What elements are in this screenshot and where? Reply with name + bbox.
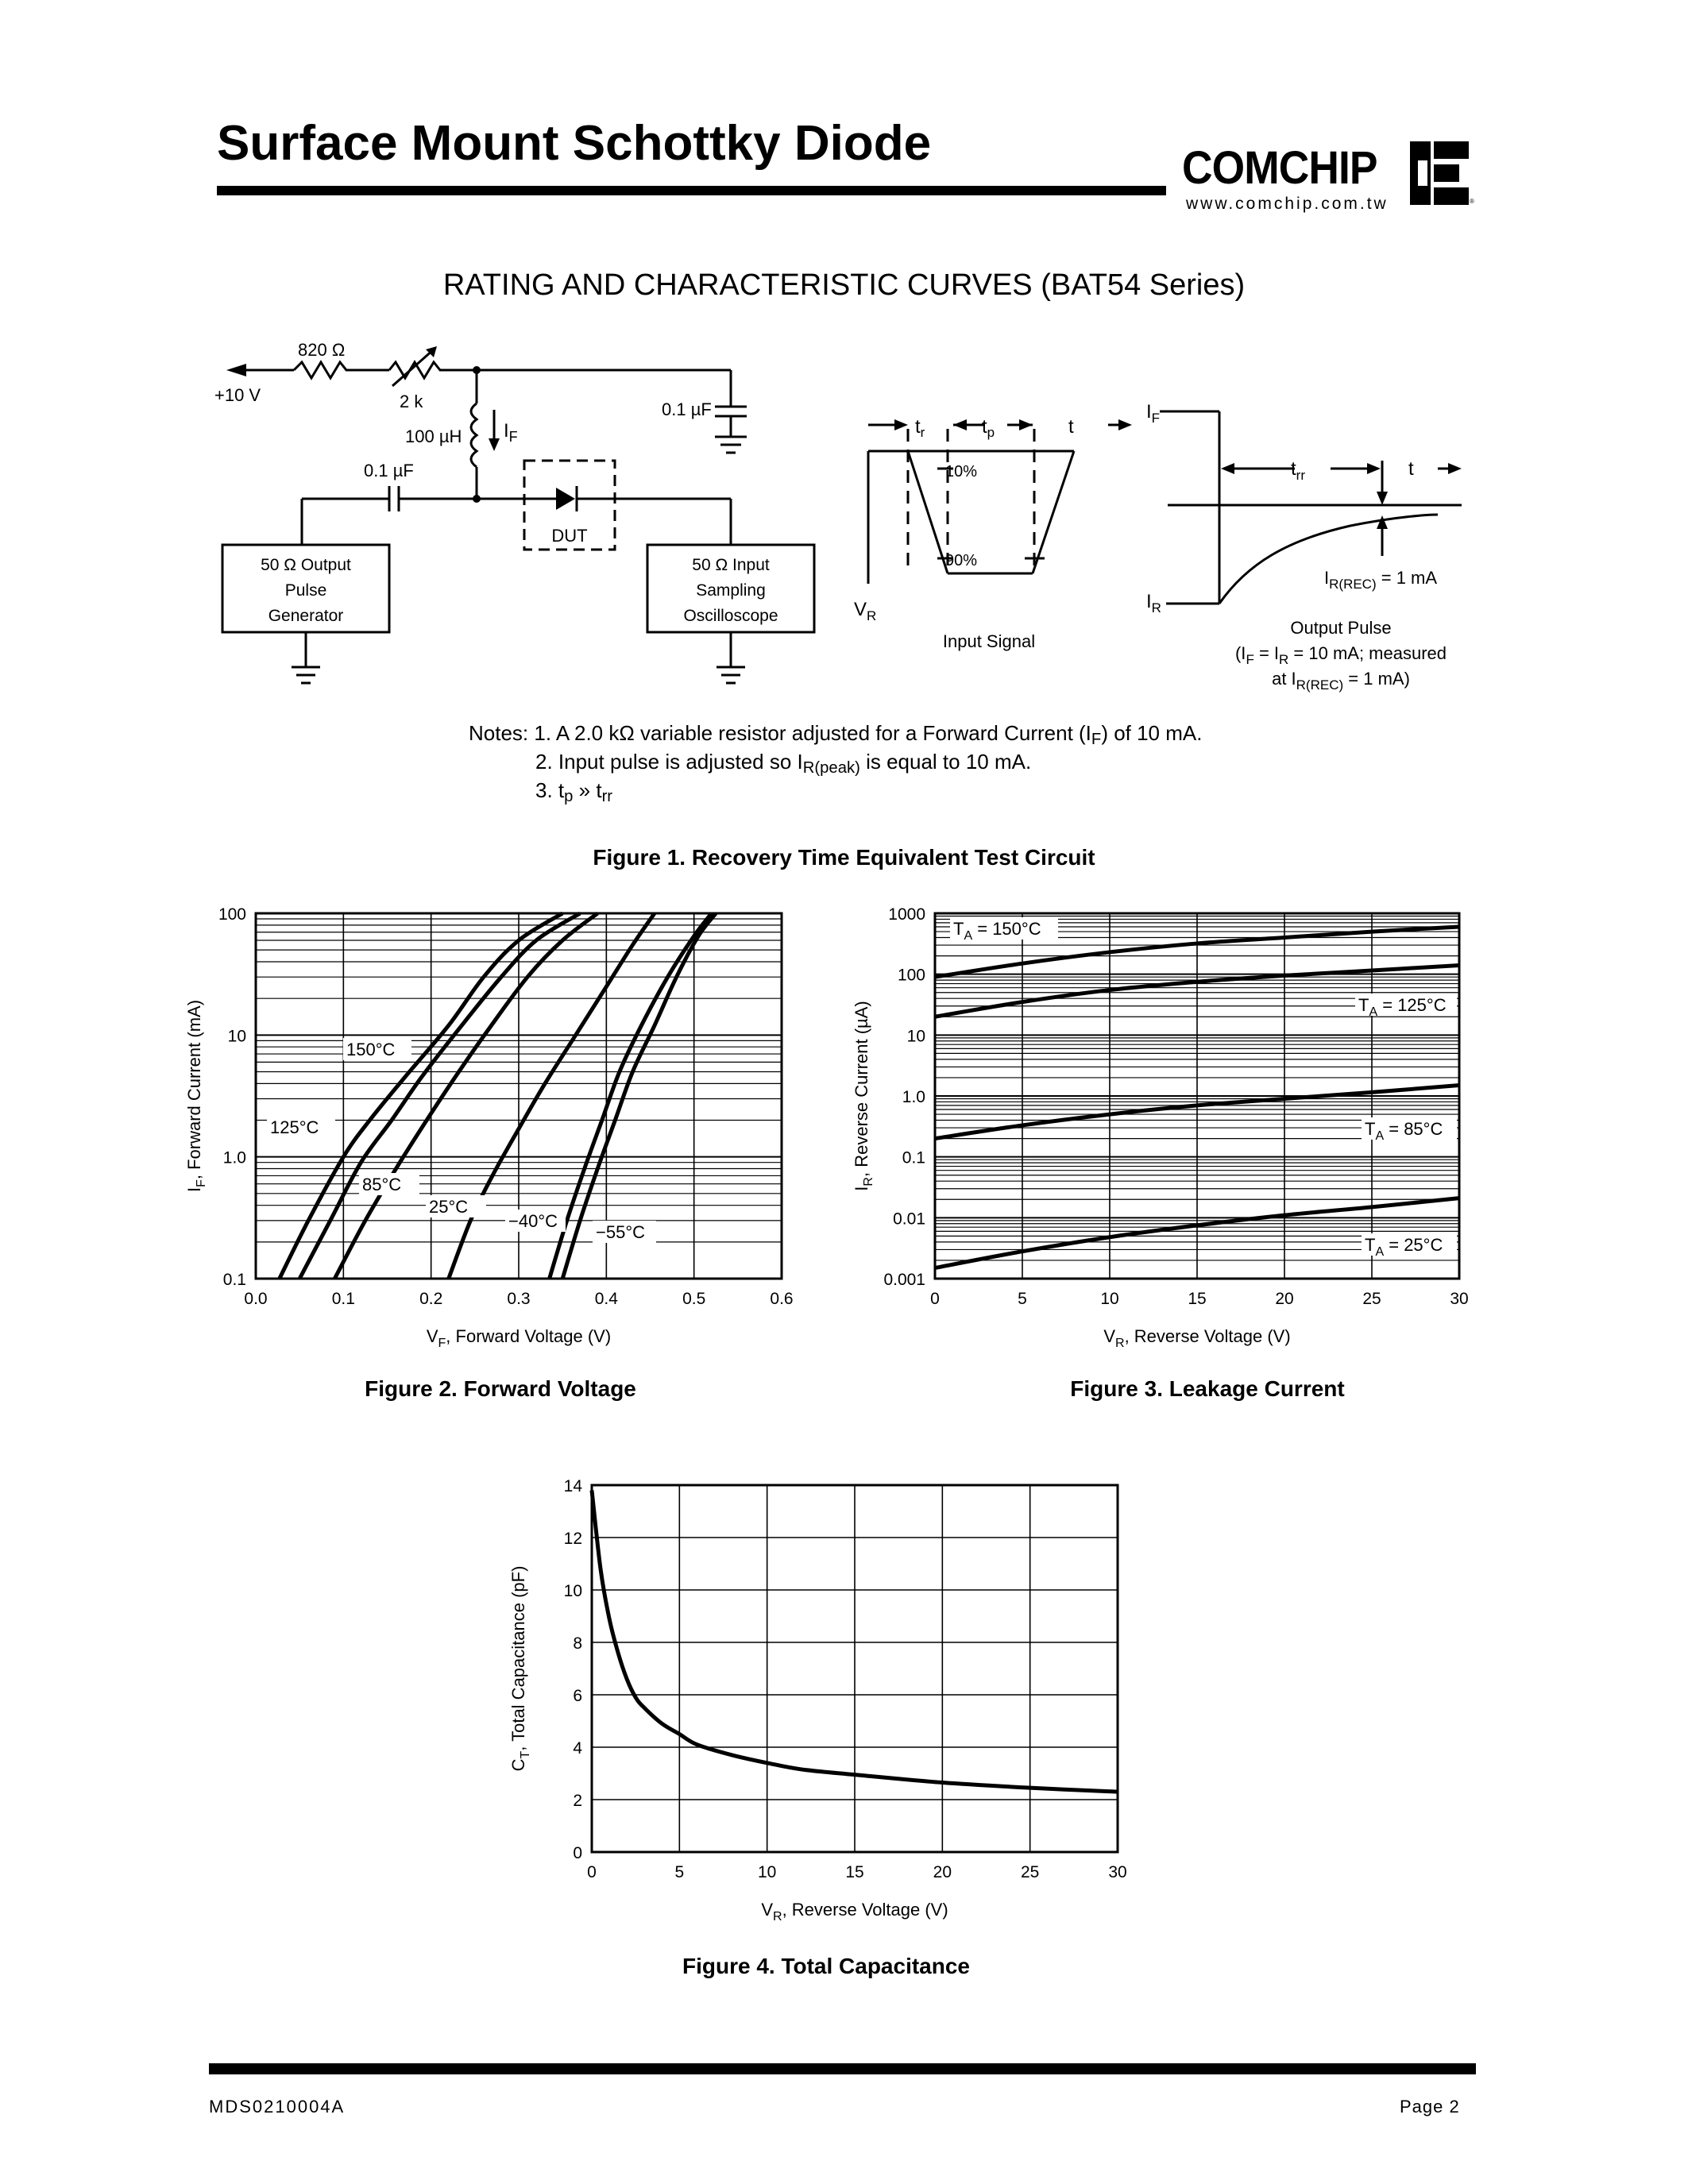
x-tick-label: 5 (674, 1863, 685, 1881)
figure-2-caption: Figure 2. Forward Voltage (365, 1376, 636, 1401)
figure-1-caption: Figure 1. Recovery Time Equivalent Test Circuit (593, 845, 1095, 870)
svg-text:t: t (1068, 416, 1074, 438)
comchip-ce-logo-icon (1410, 141, 1475, 205)
supply-label: +10 V (214, 385, 261, 405)
y-tick-label: 0.1 (222, 1271, 246, 1289)
y-tick-label: 10 (227, 1027, 246, 1046)
x-tick-label: 0.5 (682, 1290, 706, 1308)
brand-name: COMCHIP (1182, 142, 1377, 194)
title-rule (217, 186, 1166, 195)
r2-label: 2 k (400, 392, 423, 411)
section-title: RATING AND CHARACTERISTIC CURVES (BAT54 Series) (442, 268, 1246, 302)
x-tick-label: 0.6 (770, 1290, 794, 1308)
svg-text:t: t (1408, 458, 1414, 480)
svg-text:Pulse: Pulse (284, 581, 327, 600)
svg-text:Sampling: Sampling (696, 581, 766, 600)
svg-text:Oscilloscope: Oscilloscope (683, 607, 778, 625)
svg-text:IF: $I_F$ (504, 420, 518, 445)
y-tick-label: 14 (563, 1477, 582, 1495)
notes-line-1: Notes: 1. A 2.0 kΩ variable resistor adjusted for a Forward Current $(I_F)$ of 10 mA. (469, 721, 1203, 749)
svg-text:50 Ω Output: 50 Ω Output (261, 556, 351, 574)
svg-text:VR: $V_R$ (854, 599, 877, 623)
y-tick-label: 0.1 (902, 1148, 925, 1167)
y-tick-label: 2 (573, 1792, 582, 1810)
x-tick-label: 0.1 (331, 1290, 355, 1308)
y-tick-label: 6 (573, 1687, 582, 1705)
y-tick-label: 4 (573, 1739, 582, 1758)
y-tick-label: 0.001 (883, 1271, 925, 1289)
x-tick-label: 25 (1362, 1290, 1381, 1308)
series-label: 85°C (362, 1175, 402, 1194)
y-tick-label: 12 (563, 1530, 582, 1548)
svg-text:tr: $t_r$ (915, 416, 925, 440)
footer-rule (209, 2063, 1476, 2074)
svg-text:(IF = IR = 10 mA; measured: ($I_F = I_R = 10$ mA; measured (1234, 643, 1447, 667)
chart-grid (592, 1485, 1118, 1852)
brand-url: www.comchip.com.tw (1186, 195, 1389, 213)
series-label: $T_A = 150^\circ C$ (953, 919, 1041, 943)
x-tick-label: 5 (1018, 1290, 1027, 1308)
figure-3-caption: Figure 3. Leakage Current (1070, 1376, 1345, 1401)
x-tick-label: 15 (845, 1863, 864, 1881)
x-tick-label: 30 (1108, 1863, 1127, 1881)
svg-text:IF: $I_F$ (1146, 401, 1161, 426)
svg-text:50 Ω Input: 50 Ω Input (692, 556, 770, 574)
x-axis-label: $V_F$, Forward Voltage (V) (426, 1326, 612, 1350)
x-tick-label: 0.2 (419, 1290, 443, 1308)
footer-doc-id: MDS0210004A (209, 2097, 346, 2116)
input-signal-waveform (868, 425, 1124, 584)
x-tick-label: 15 (1188, 1290, 1207, 1308)
y-tick-label: 10 (906, 1027, 925, 1046)
cap-left-label: 0.1 µF (364, 461, 414, 480)
svg-text:at IR(REC) = 1 mA): at $I_{R(REC)} = 1$ mA) (1272, 669, 1410, 693)
x-tick-label: 0.4 (594, 1290, 618, 1308)
y-tick-label: 0.01 (893, 1210, 925, 1229)
y-axis-label: $I_R$, Reverse Current (µA) (852, 1001, 875, 1191)
forward-voltage-chart (183, 901, 818, 1362)
x-tick-label: 10 (757, 1863, 777, 1881)
svg-text:IR: $I_R$ (1146, 591, 1161, 615)
svg-text:10%: 10% (945, 463, 978, 480)
x-axis-label: $V_R$, Reverse Voltage (V) (1103, 1326, 1291, 1350)
test-circuit-diagram (0, 318, 1688, 715)
svg-text:Generator: Generator (268, 607, 344, 625)
series-label: $T_A = 125^\circ C$ (1358, 995, 1447, 1019)
y-tick-label: 1.0 (902, 1088, 925, 1106)
series-label: 125°C (270, 1117, 319, 1137)
y-tick-label: 100 (218, 905, 246, 924)
x-tick-label: 20 (933, 1863, 952, 1881)
svg-text:Output Pulse: Output Pulse (1290, 618, 1392, 638)
page-title: Surface Mount Schottky Diode (217, 116, 932, 171)
x-tick-label: 10 (1100, 1290, 1119, 1308)
x-tick-label: 0 (930, 1290, 940, 1308)
series-label: 150°C (346, 1040, 396, 1059)
x-axis-label: $V_R$, Reverse Voltage (V) (761, 1900, 948, 1924)
svg-text:trr: $t_{rr}$ (1291, 458, 1305, 483)
series-label: −40°C (508, 1211, 558, 1231)
y-axis-label: $I_F$, Forward Current (mA) (184, 999, 208, 1193)
series-label: $T_A = 85^\circ C$ (1365, 1119, 1443, 1143)
x-tick-label: 20 (1275, 1290, 1294, 1308)
y-tick-label: 1.0 (222, 1148, 246, 1167)
svg-text:IR(REC) = 1 mA: $I_{R(REC)} = 1$ mA (1324, 568, 1438, 592)
figure-4-caption: Figure 4. Total Capacitance (682, 1954, 971, 1978)
y-tick-label: 8 (573, 1634, 582, 1653)
cap-top-label: 0.1 µF (662, 399, 712, 419)
y-tick-label: 0 (573, 1844, 582, 1862)
svg-text:Input Signal: Input Signal (942, 631, 1036, 651)
x-tick-label: 25 (1020, 1863, 1040, 1881)
leakage-current-chart (850, 901, 1493, 1362)
y-tick-label: 1000 (888, 905, 925, 924)
r1-label: 820 Ω (298, 340, 346, 360)
footer-page-number: Page 2 (1400, 2097, 1460, 2116)
series-label: $T_A = 25^\circ C$ (1365, 1235, 1443, 1259)
series-label: −55°C (596, 1222, 646, 1242)
x-tick-label: 30 (1450, 1290, 1469, 1308)
y-axis-label: $C_T$, Total Capacitance (pF) (508, 1565, 532, 1772)
total-capacitance-chart (500, 1473, 1152, 1926)
x-tick-label: 0 (587, 1863, 597, 1881)
x-tick-label: 0.3 (507, 1290, 531, 1308)
inductor-label: 100 µH (405, 426, 462, 446)
svg-text:90%: 90% (945, 552, 978, 569)
svg-text:®: ® (1470, 198, 1474, 205)
notes-line-3: 3. $t_p$ » $t_{rr}$ (535, 778, 613, 806)
dut-label: DUT (551, 526, 588, 546)
svg-text:tp: $t_p$ (982, 416, 995, 440)
y-tick-label: 100 (897, 966, 925, 985)
y-tick-label: 10 (563, 1582, 582, 1600)
notes-line-2: 2. Input pulse is adjusted so $I_{R(peak)}$ is equal to 10 mA. (535, 750, 1032, 778)
series-label: 25°C (429, 1197, 469, 1217)
x-tick-label: 0.0 (244, 1290, 268, 1308)
